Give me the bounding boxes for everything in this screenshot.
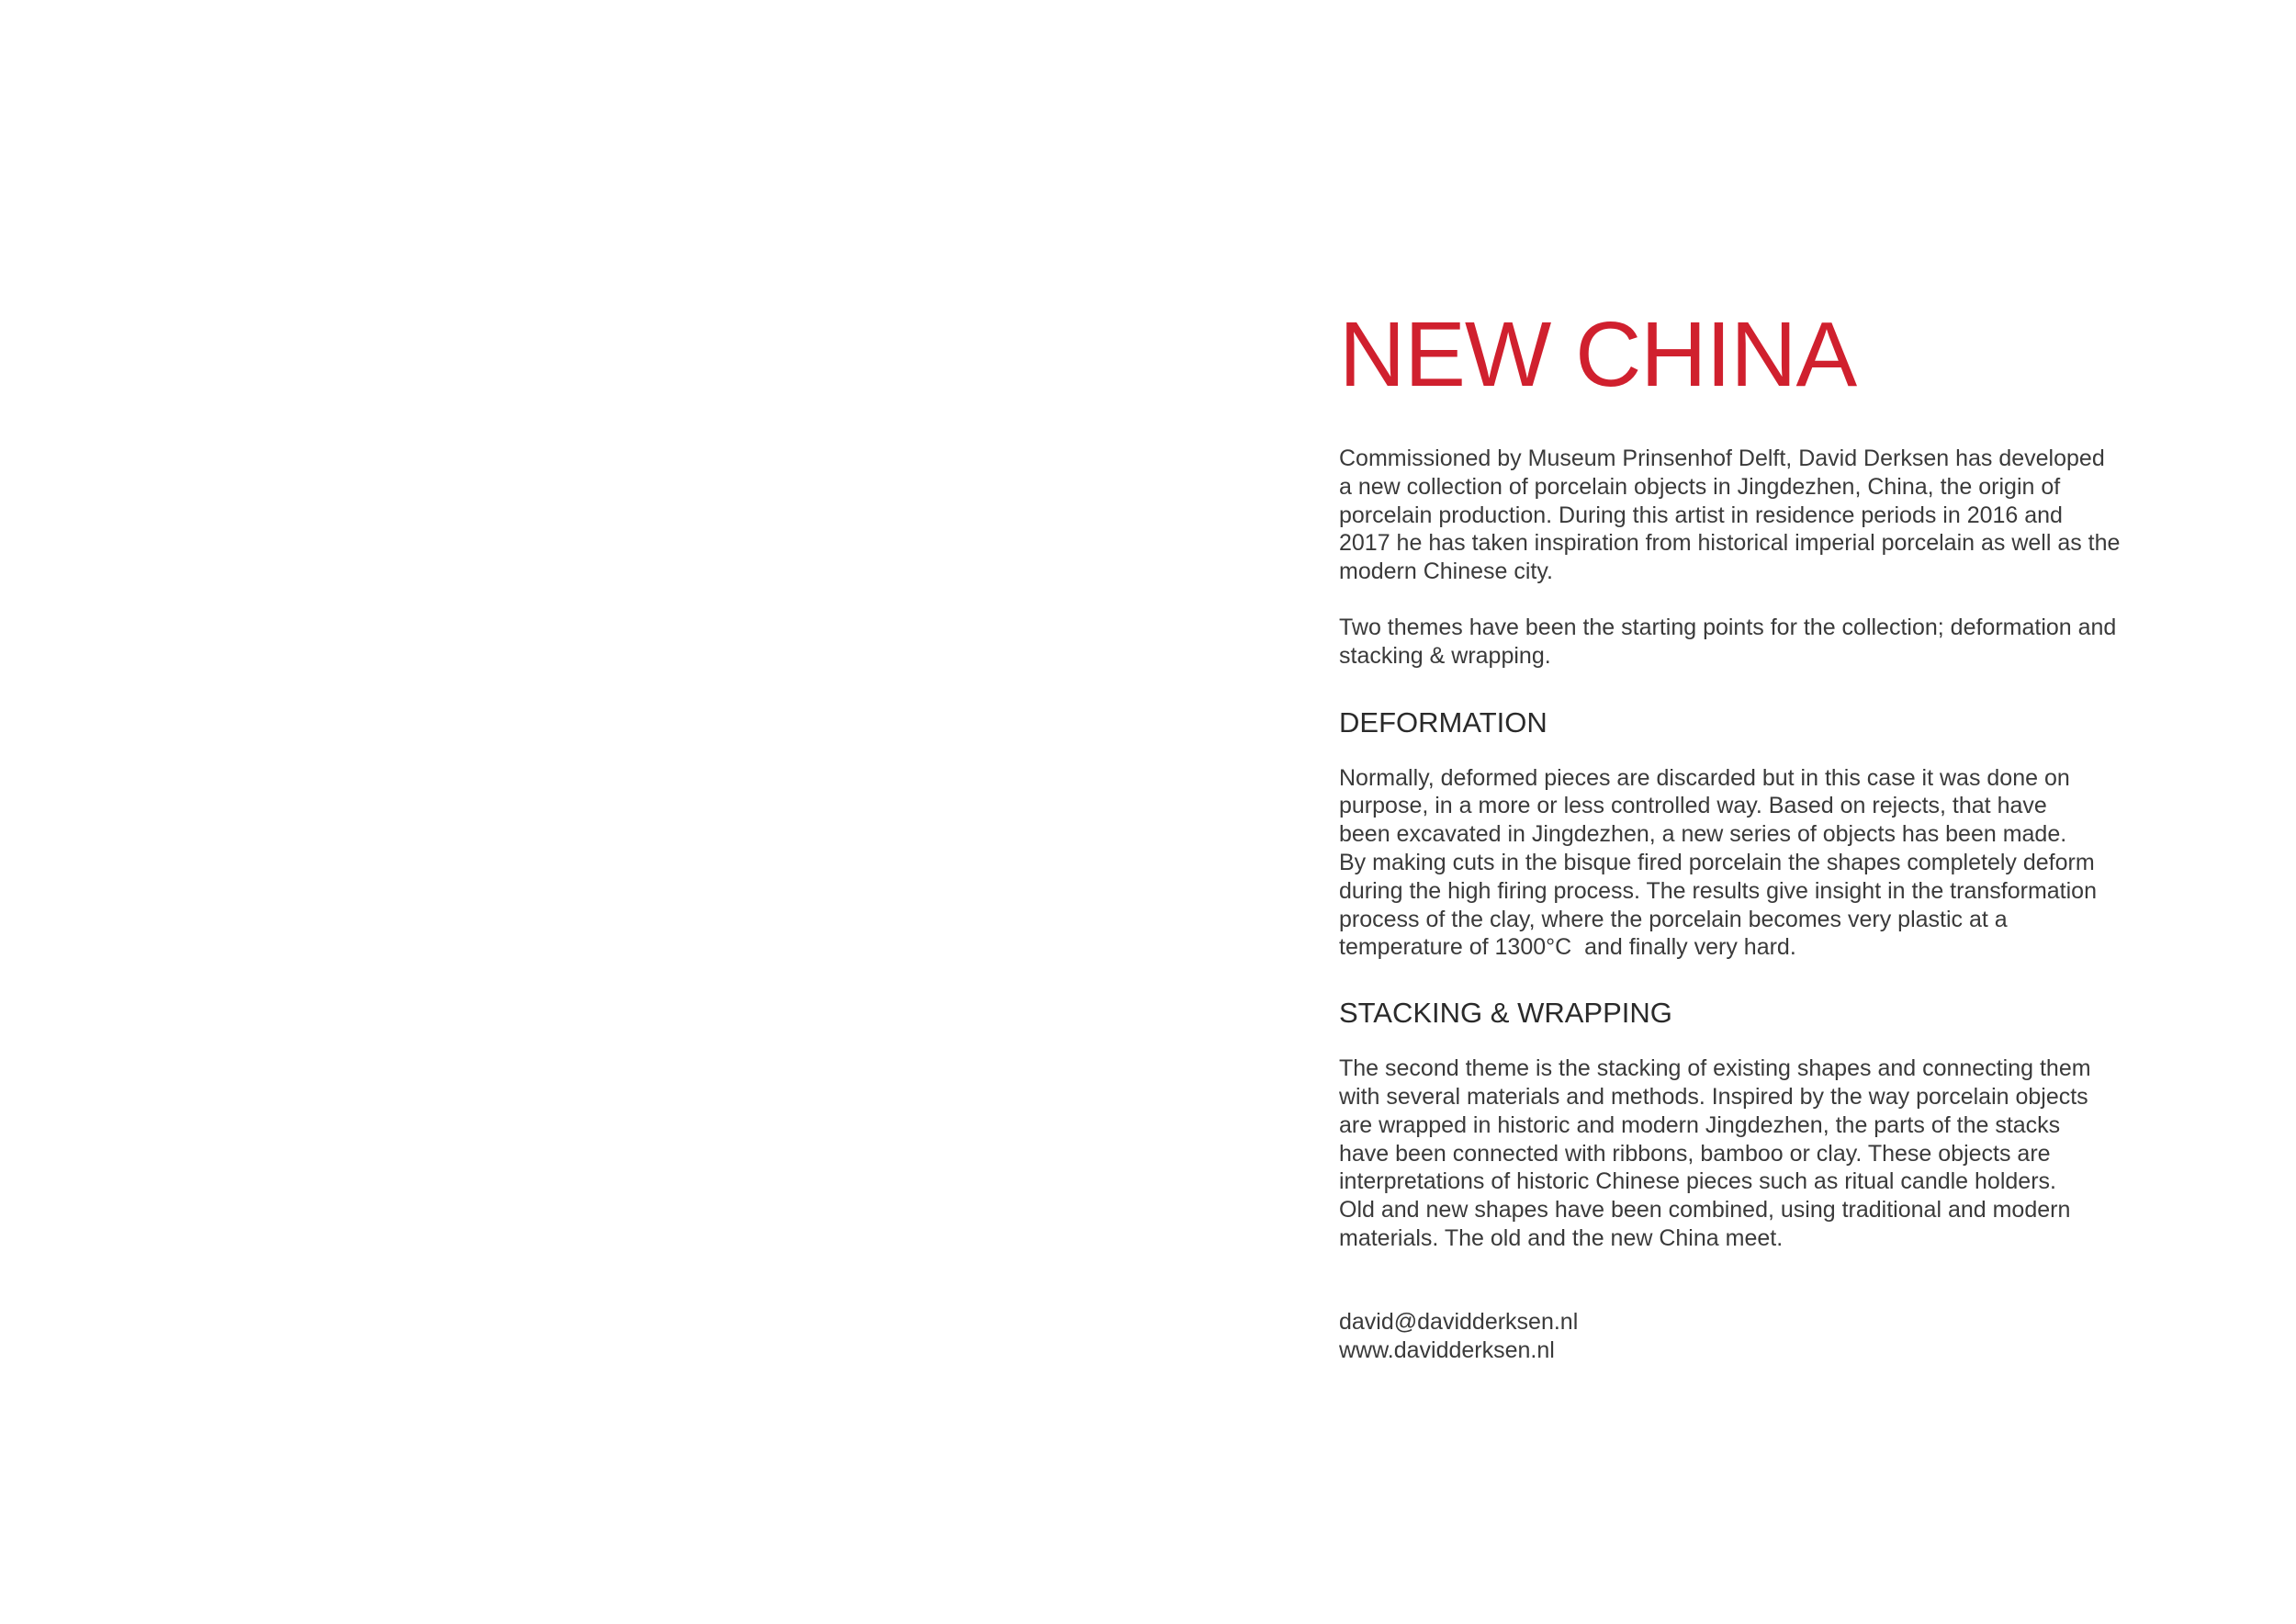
stacking-line: have been connected with ribbons, bamboo or clay. These objects are: [1339, 1140, 2051, 1167]
themes-line: Two themes have been the starting points for the collection; deformation and: [1339, 614, 2117, 640]
intro-paragraph: [1339, 445, 2166, 586]
intro-line: Commissioned by Museum Prinsenhof Delft, David Derksen has developed: [1339, 445, 2105, 471]
deformation-line: during the high firing process. The results give insight in the transformation: [1339, 877, 2097, 904]
contact-block: [1339, 1308, 2166, 1365]
themes-line: stacking & wrapping.: [1339, 642, 1551, 669]
intro-line: a new collection of porcelain objects in Jingdezhen, China, the origin of: [1339, 473, 2061, 500]
themes-paragraph: [1339, 614, 2166, 671]
intro-line: 2017 he has taken inspiration from historical imperial porcelain as well as the: [1339, 530, 2121, 557]
contact-website: www.davidderksen.nl: [1339, 1336, 1555, 1363]
deformation-heading: DEFORMATION: [1339, 705, 1548, 739]
stacking-line: materials. The old and the new China meet.: [1339, 1224, 1784, 1251]
deformation-line: Normally, deformed pieces are discarded but in this case it was done on: [1339, 764, 2070, 791]
stacking-line: are wrapped in historic and modern Jingdezhen, the parts of the stacks: [1339, 1111, 2061, 1138]
deformation-paragraph: [1339, 764, 2166, 963]
stacking-heading: STACKING & WRAPPING: [1339, 997, 1672, 1030]
stacking-paragraph: [1339, 1054, 2166, 1253]
intro-line: modern Chinese city.: [1339, 558, 1553, 585]
deformation-line: been excavated in Jingdezhen, a new series of objects has been made.: [1339, 821, 2067, 848]
stacking-line: with several materials and methods. Inspired by the way porcelain objects: [1339, 1083, 2088, 1110]
stacking-line: The second theme is the stacking of existing shapes and connecting them: [1339, 1055, 2091, 1082]
deformation-line: By making cuts in the bisque fired porcelain the shapes completely deform: [1339, 849, 2095, 875]
deformation-line: purpose, in a more or less controlled way. Based on rejects, that have: [1339, 793, 2047, 819]
intro-line: porcelain production. During this artist in residence periods in 2016 and: [1339, 502, 2063, 528]
deformation-line: temperature of 1300°C and finally very hard.: [1339, 934, 1796, 961]
contact-email: david@davidderksen.nl: [1339, 1308, 1579, 1335]
deformation-line: process of the clay, where the porcelain becomes very plastic at a: [1339, 906, 2008, 932]
stacking-line: interpretations of historic Chinese pieces such as ritual candle holders.: [1339, 1168, 2056, 1195]
stacking-line: Old and new shapes have been combined, using traditional and modern: [1339, 1197, 2071, 1224]
page-title: NEW CHINA: [1339, 303, 1857, 406]
article: [1339, 303, 2166, 1364]
right-page: [1148, 0, 2296, 1624]
